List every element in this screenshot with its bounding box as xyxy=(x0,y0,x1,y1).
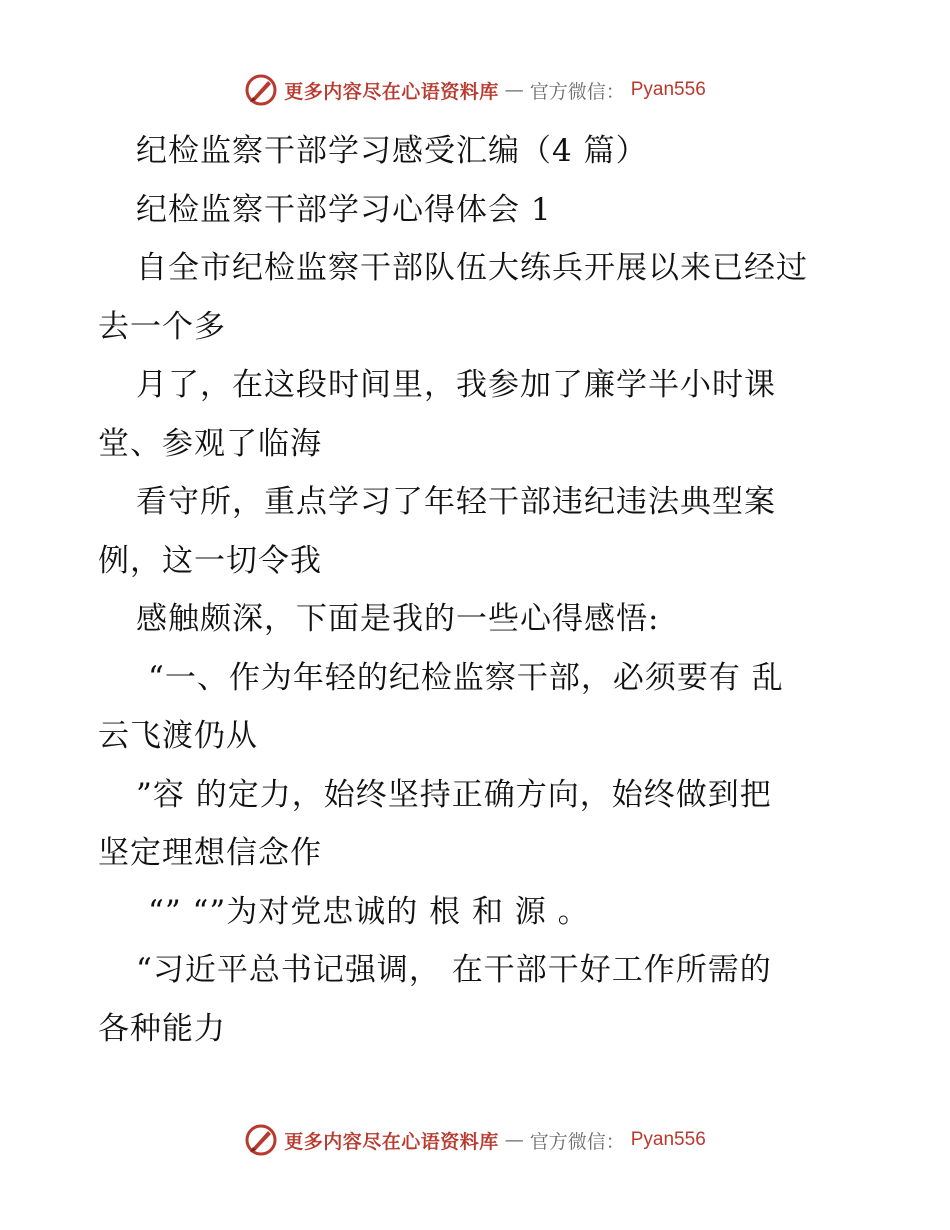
banner-site-name: 更多内容尽在心语资料库 xyxy=(284,1130,499,1153)
banner-wechat-id: Pyan556 xyxy=(630,1129,706,1150)
paragraph-line: 自全市纪检监察干部队伍大练兵开展以来已经过 xyxy=(136,250,808,286)
section-heading: 纪检监察干部学习心得体会 1 xyxy=(136,191,552,228)
paragraph-line: 堂、参观了临海 xyxy=(98,425,322,462)
banner-dash: — xyxy=(504,79,524,101)
quill-pen-logo-icon xyxy=(244,73,278,107)
paragraph-line: 例，这一切令我 xyxy=(98,542,322,579)
footer-watermark-banner xyxy=(0,1120,950,1160)
paragraph-line: 看守所，重点学习了年轻干部违纪违法典型案 xyxy=(136,484,776,520)
paragraph-line: “一、作为年轻的纪检监察干部，必须要有 乱 xyxy=(148,659,784,696)
paragraph-line: “” “”为对党忠诚的 根 和 源 。 xyxy=(148,893,590,930)
paragraph-line: “习近平总书记强调， 在干部干好工作所需的 xyxy=(136,952,772,988)
banner-wechat-id: Pyan556 xyxy=(630,79,706,100)
document-body xyxy=(98,122,868,1058)
banner-official-label: 官方微信： xyxy=(529,80,625,103)
paragraph-line: 云飞渡仍从 xyxy=(98,718,258,754)
paragraph-line: ”容 的定力，始终坚持正确方向，始终做到把 xyxy=(136,776,772,813)
paragraph-line: 月了，在这段时间里，我参加了廉学半小时课 xyxy=(136,367,776,403)
banner-official-label: 官方微信： xyxy=(529,1130,625,1153)
header-watermark-banner xyxy=(0,70,950,110)
quill-pen-logo-icon xyxy=(244,1123,278,1157)
document-title: 纪检监察干部学习感受汇编（4 篇） xyxy=(136,133,648,169)
paragraph-line: 去一个多 xyxy=(98,308,226,345)
banner-dash: — xyxy=(504,1129,524,1151)
paragraph-line: 感触颇深，下面是我的一些心得感悟: xyxy=(136,601,660,637)
paragraph-line: 各种能力 xyxy=(98,1010,226,1047)
banner-site-name: 更多内容尽在心语资料库 xyxy=(284,80,499,103)
paragraph-line: 坚定理想信念作 xyxy=(98,835,322,871)
